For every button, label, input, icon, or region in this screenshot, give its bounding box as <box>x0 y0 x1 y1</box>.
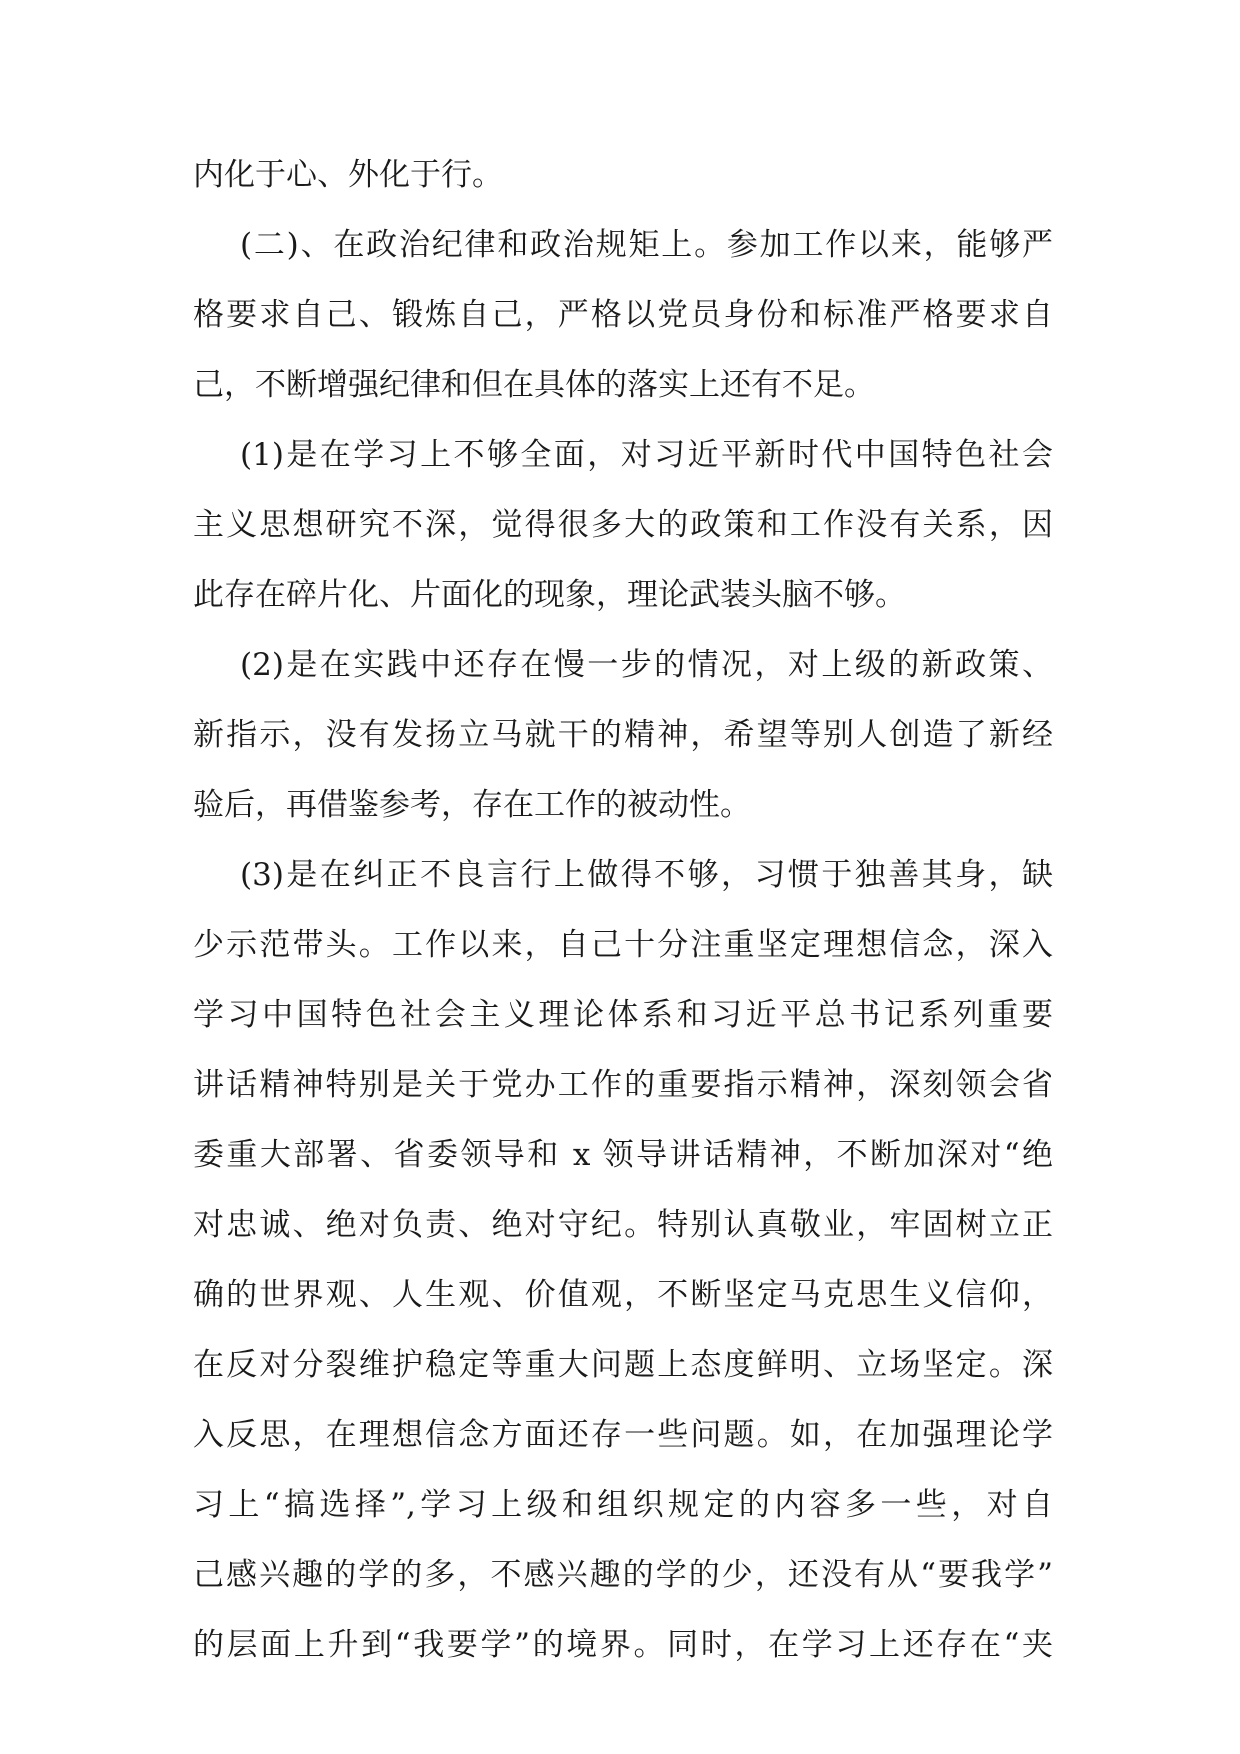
text-line: 内化于心、外化于行。 <box>193 157 503 193</box>
text-line: 确的世界观、人生观、价值观，不断坚定马克思生义信仰， <box>193 1277 1053 1313</box>
text-line: 入反思，在理想信念方面还存一些问题。如，在加强理论学 <box>193 1417 1053 1453</box>
text-line: 的层面上升到“我要学”的境界。同时，在学习上还存在“夹 <box>193 1627 1053 1663</box>
text-line: 主义思想研究不深，觉得很多大的政策和工作没有关系，因 <box>193 507 1053 543</box>
text-line: (3)是在纠正不良言行上做得不够，习惯于独善其身，缺 <box>240 857 1053 893</box>
text-line: 学习中国特色社会主义理论体系和习近平总书记系列重要 <box>193 997 1053 1033</box>
text-line: 讲话精神特别是关于党办工作的重要指示精神，深刻领会省 <box>193 1067 1053 1103</box>
text-line: (2)是在实践中还存在慢一步的情况，对上级的新政策、 <box>240 647 1053 683</box>
text-line: 己，不断增强纪律和但在具体的落实上还有不足。 <box>193 367 875 403</box>
text-line: 少示范带头。工作以来，自己十分注重坚定理想信念，深入 <box>193 927 1053 963</box>
text-line: 委重大部署、省委领导和 x 领导讲话精神，不断加深对“绝 <box>193 1137 1053 1173</box>
text-line: 己感兴趣的学的多，不感兴趣的学的少，还没有从“要我学” <box>193 1557 1053 1593</box>
text-line: (二)、在政治纪律和政治规矩上。参加工作以来，能够严 <box>240 227 1053 263</box>
text-line: 对忠诚、绝对负责、绝对守纪。特别认真敬业，牢固树立正 <box>193 1207 1053 1243</box>
text-line: 在反对分裂维护稳定等重大问题上态度鲜明、立场坚定。深 <box>193 1347 1053 1383</box>
text-line: 习上“搞选择”,学习上级和组织规定的内容多一些，对自 <box>193 1487 1053 1523</box>
text-line: 格要求自己、锻炼自己，严格以党员身份和标准严格要求自 <box>193 297 1053 333</box>
text-line: 新指示，没有发扬立马就干的精神，希望等别人创造了新经 <box>193 717 1053 753</box>
text-line: (1)是在学习上不够全面，对习近平新时代中国特色社会 <box>240 437 1053 473</box>
text-line: 此存在碎片化、片面化的现象，理论武装头脑不够。 <box>193 577 906 613</box>
text-line: 验后，再借鉴参考，存在工作的被动性。 <box>193 787 751 823</box>
